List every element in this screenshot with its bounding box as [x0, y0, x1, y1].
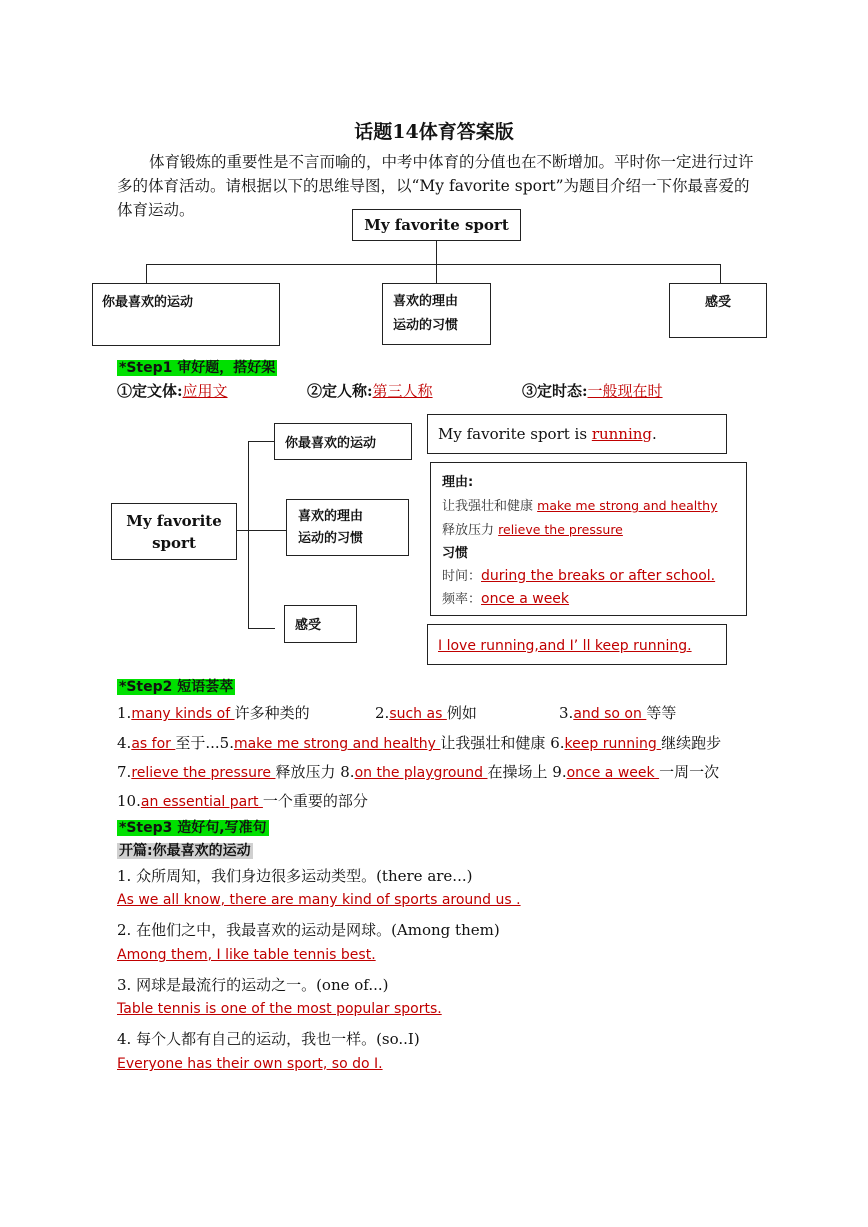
map2-branch1-box	[274, 423, 412, 460]
sentence-3-answer: Table tennis is one of the most popular sports.	[117, 1001, 442, 1017]
reason-1: 让我强壮和健康 make me strong and healthy	[442, 498, 718, 514]
map2-branch2-box	[286, 499, 409, 556]
step2-heading: *Step2 短语荟萃	[119, 679, 234, 695]
map2-branch2-label-2: 运动的习惯	[298, 531, 364, 546]
page-title: 话题14体育答案版	[354, 121, 514, 143]
phrase-10: 10.an essential part 一个重要的部分	[117, 792, 368, 810]
map2-branch2-label-1: 喜欢的理由	[298, 509, 364, 524]
map1-mid-box	[382, 283, 491, 345]
step1-heading-wrap	[117, 357, 277, 377]
map2-bottom-link	[248, 628, 275, 629]
feeling-text: I love running,and I’ ll keep running.	[438, 638, 692, 654]
step2-heading-wrap	[117, 676, 235, 696]
habit-label: 习惯	[442, 546, 469, 561]
map2-vline	[248, 441, 249, 629]
map1-mid-label-1: 喜欢的理由	[393, 294, 459, 309]
map1-left-stem	[146, 264, 147, 284]
map2-top-link	[248, 441, 274, 442]
sentence-1-question: 1. 众所周知，我们身边很多运动类型。(there are...)	[117, 867, 473, 885]
map1-right-label: 感受	[704, 295, 731, 310]
sentence-2-question: 2. 在他们之中，我最喜欢的运动是网球。(Among them)	[117, 921, 500, 939]
step3-subheading: 开篇:你最喜欢的运动	[119, 843, 251, 859]
map1-mid-stem	[436, 264, 437, 284]
map2-root-label: My favorite sport	[126, 512, 222, 552]
map1-root-stem	[436, 241, 437, 265]
map2-root-box	[111, 503, 237, 560]
step3-heading: *Step3 造好句,写准句	[119, 820, 267, 836]
phrase-7-8-9: 7.relieve the pressure 释放压力 8.on the playground 在操场上 9.once a week 一周一次	[117, 763, 720, 781]
map2-feeling-box	[427, 624, 727, 665]
map1-mid-label-2: 运动的习惯	[393, 318, 459, 333]
sentence-2-answer: Among them, I like table tennis best.	[117, 947, 376, 963]
phrase-2: 2.such as 例如	[375, 704, 477, 722]
map1-right-box	[669, 283, 767, 338]
step3-heading-wrap	[117, 817, 269, 837]
map2-branch1-label: 你最喜欢的运动	[285, 436, 377, 451]
habit-frequency: 频率：once a week	[442, 591, 570, 607]
map2-reason-box	[430, 462, 747, 616]
map2-root-link	[237, 530, 286, 531]
map2-favorite-answer: running	[591, 425, 653, 443]
sentence-3-question: 3. 网球是最流行的运动之一。(one of...)	[117, 976, 389, 994]
reason-2: 释放压力 relieve the pressure	[442, 522, 623, 538]
intro-paragraph: 体育锻炼的重要性是不言而喻的，中考中体育的分值也在不断增加。平时你一定进行过许多的体育活动。请根据以下的思维导图，以“My favorite sport”为题目介绍一下你最喜爱的体育运动。	[117, 153, 754, 219]
map2-favorite-box: My favorite sport is running.	[427, 414, 727, 454]
map2-branch3-label: 感受	[295, 618, 322, 633]
step1-heading: *Step1 审好题，搭好架	[119, 360, 276, 376]
map1-root: My favorite sport	[352, 209, 521, 241]
habit-time: 时间：during the breaks or after school.	[442, 568, 716, 584]
reason-label: 理由:	[442, 475, 474, 490]
phrase-1: 1.many kinds of 许多种类的	[117, 704, 310, 722]
step1-item3: ③定时态:一般现在时	[522, 382, 663, 400]
phrase-4-5-6: 4.as for 至于...5.make me strong and healthy 让我强壮和健康 6.keep running 继续跑步	[117, 734, 722, 752]
sentence-4-question: 4. 每个人都有自己的运动，我也一样。(so..I)	[117, 1030, 420, 1048]
sentence-1-answer: As we all know, there are many kind of sports around us .	[117, 892, 521, 908]
map1-hline	[146, 264, 721, 265]
map1-left-label: 你最喜欢的运动	[102, 295, 194, 310]
sentence-4-answer: Everyone has their own sport, so do I.	[117, 1056, 383, 1072]
phrase-3: 3.and so on 等等	[559, 704, 677, 722]
step1-item2: ②定人称:第三人称	[307, 382, 433, 400]
map2-branch3-box	[284, 605, 357, 643]
map1-right-stem	[720, 264, 721, 284]
map1-left-box	[92, 283, 280, 346]
step3-sub-wrap	[117, 840, 253, 860]
step1-item1: ①定文体:应用文	[117, 382, 228, 400]
